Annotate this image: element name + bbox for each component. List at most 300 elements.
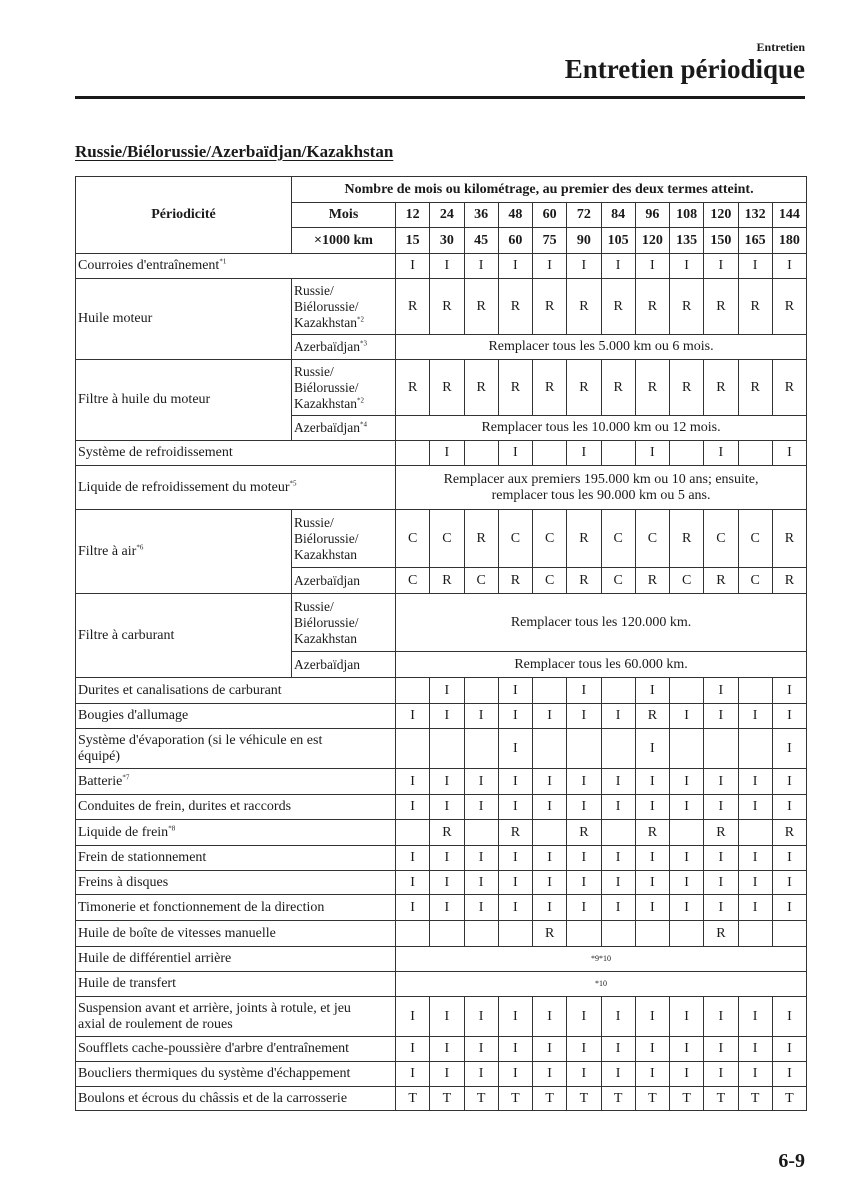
- months-label: [292, 203, 396, 228]
- filtre_huile-cell: [772, 360, 806, 416]
- suspension-cell: [464, 997, 498, 1037]
- filtre_air-cell: [601, 510, 635, 568]
- filtre_huile-cell-text: R: [716, 379, 726, 395]
- km-header: [567, 228, 601, 254]
- item-name: [76, 820, 396, 846]
- footnote-marker: *7: [122, 772, 130, 781]
- freins_disques-cell-text: I: [615, 874, 621, 890]
- page-number: 6-9: [778, 1150, 805, 1172]
- freins_disques-cell: [601, 871, 635, 895]
- suspension-cell: [601, 997, 635, 1037]
- filtre_air_az-cell-text: C: [544, 572, 555, 588]
- frein_stationnement-cell: [738, 846, 772, 871]
- filtre_air_az-cell: [772, 568, 806, 594]
- km-header-text: 45: [474, 232, 489, 248]
- evaporation-cell-text: I: [513, 740, 518, 756]
- suspension-cell: [533, 997, 567, 1037]
- cell-line: Russie/: [294, 598, 334, 614]
- bougies-cell: [704, 704, 738, 729]
- huile_moteur-cell-text: R: [613, 298, 623, 314]
- row-liquide_frein: [76, 820, 807, 846]
- soufflets-cell: [635, 1037, 669, 1062]
- soufflets-cell: [533, 1037, 567, 1062]
- item-name-text: Soufflets cache-poussière d'arbre d'entraînement: [78, 1041, 350, 1056]
- evaporation-cell: [567, 729, 601, 769]
- suspension-cell-text: I: [513, 1008, 518, 1024]
- soufflets-cell: [464, 1037, 498, 1062]
- bougies-cell: [601, 704, 635, 729]
- interval-text-text: Remplacer tous les 5.000 km ou 6 mois.: [488, 339, 714, 354]
- conduites_frein-cell: [567, 795, 601, 820]
- huile_moteur-cell: [635, 279, 669, 335]
- filtre_air_az-cell: [704, 568, 738, 594]
- refroidissement-cell: [670, 441, 704, 466]
- month-header: [738, 203, 772, 228]
- frein_stationnement-cell-text: I: [718, 850, 724, 865]
- boite_manuelle-cell: [601, 921, 635, 947]
- sub-region-azerbaidjan-text: Azerbaïdjan: [294, 572, 360, 588]
- filtre_huile-cell: [396, 360, 430, 416]
- soufflets-cell-text: I: [684, 1041, 689, 1056]
- item-name-text: Boucliers thermiques du système d'échappement: [78, 1066, 351, 1081]
- boucliers-cell-text: I: [547, 1066, 552, 1081]
- durites_carburant-cell: [396, 678, 430, 704]
- soufflets-cell-text: I: [478, 1041, 484, 1056]
- boucliers-cell: [670, 1062, 704, 1087]
- conduites_frein-cell: [738, 795, 772, 820]
- suspension-cell: [772, 997, 806, 1037]
- refroidissement-cell-text: I: [650, 445, 655, 460]
- liquide_frein-cell: [430, 820, 464, 846]
- bougies-cell: [738, 704, 772, 729]
- footnote-marker: *5: [289, 478, 297, 487]
- huile_moteur-cell-text: R: [442, 298, 452, 314]
- sub-region-azerbaidjan-text: Azerbaïdjan: [294, 339, 360, 354]
- batterie-cell: [498, 769, 532, 795]
- item-name: [76, 921, 396, 947]
- item-name-text: Durites et canalisations de carburant: [78, 682, 282, 698]
- filtre_air_az-cell-text: C: [476, 572, 486, 588]
- courroies-cell: [601, 254, 635, 279]
- liquide_frein-cell: [670, 820, 704, 846]
- direction-cell: [738, 895, 772, 921]
- batterie-cell-text: I: [478, 773, 484, 789]
- conduites_frein-cell: [635, 795, 669, 820]
- batterie-cell-text: I: [787, 773, 792, 789]
- month-header-text: 72: [576, 207, 591, 222]
- soufflets-cell-text: I: [581, 1041, 587, 1056]
- row-boite_manuelle: [76, 921, 807, 947]
- courroies-cell: [635, 254, 669, 279]
- durites_carburant-cell: [430, 678, 464, 704]
- filtre_huile-cell-text: R: [750, 379, 760, 395]
- row-direction: [76, 895, 807, 921]
- batterie-cell-text: I: [444, 773, 450, 789]
- boucliers-cell: [704, 1062, 738, 1087]
- frein_stationnement-cell-text: I: [444, 850, 450, 865]
- bougies-cell-text: R: [647, 708, 658, 723]
- row-filtre-air: [76, 510, 807, 568]
- refroidissement-cell: [533, 441, 567, 466]
- item-name-text: Huile moteur: [78, 311, 153, 326]
- bougies-cell: [498, 704, 532, 729]
- filtre_air-cell: [704, 510, 738, 568]
- filtre_huile-cell: [704, 360, 738, 416]
- header-divider: [75, 96, 805, 99]
- refroidissement-cell: [738, 441, 772, 466]
- suspension-cell: [430, 997, 464, 1037]
- sub-region-russie: [292, 279, 396, 335]
- month-header: [498, 203, 532, 228]
- filtre_air_az-cell-text: C: [681, 572, 692, 588]
- filtre_air_az-cell: [498, 568, 532, 594]
- filtre_huile-cell-text: R: [647, 379, 658, 395]
- filtre_air-cell: [670, 510, 704, 568]
- month-header-text: 120: [710, 207, 732, 222]
- courroies-cell: [464, 254, 498, 279]
- courroies-cell: [704, 254, 738, 279]
- liquide_frein-cell: [635, 820, 669, 846]
- filtre_air_az-cell-text: R: [510, 572, 521, 588]
- durites_carburant-cell-text: I: [650, 682, 655, 698]
- evaporation-cell: [635, 729, 669, 769]
- frein_stationnement-cell: [635, 846, 669, 871]
- direction-cell-text: I: [410, 899, 415, 915]
- row-courroies: [76, 254, 807, 279]
- huile_moteur-cell-text: R: [579, 298, 589, 314]
- boucliers-cell-text: I: [444, 1066, 450, 1081]
- interval-text-text: Remplacer tous les 60.000 km.: [514, 656, 688, 672]
- interval-label-text: Nombre de mois ou kilométrage, au premier des deux termes atteint.: [344, 181, 754, 197]
- interval-text: [396, 594, 807, 652]
- conduites_frein-cell-text: I: [787, 799, 792, 814]
- boulons-cell: [738, 1087, 772, 1111]
- month-header: [396, 203, 430, 228]
- refroidissement-cell: [464, 441, 498, 466]
- conduites_frein-cell: [396, 795, 430, 820]
- refroidissement-cell-text: I: [787, 445, 792, 460]
- sub-region-azerbaidjan: [292, 416, 396, 441]
- month-header: [772, 203, 806, 228]
- batterie-cell-text: I: [547, 773, 552, 789]
- refroidissement-cell-text: I: [581, 445, 587, 460]
- row-differentiel: [76, 947, 807, 972]
- boite_manuelle-cell: [635, 921, 669, 947]
- filtre_huile-cell: [601, 360, 635, 416]
- huile_moteur-cell-text: R: [784, 298, 795, 314]
- refroidissement-cell: [772, 441, 806, 466]
- evaporation-cell: [601, 729, 635, 769]
- direction-cell: [772, 895, 806, 921]
- batterie-cell: [567, 769, 601, 795]
- km-header-text: 60: [508, 232, 523, 248]
- suspension-cell: [498, 997, 532, 1037]
- filtre_huile-cell-text: R: [442, 379, 452, 395]
- row-bougies: [76, 704, 807, 729]
- direction-cell-text: I: [444, 899, 450, 915]
- boulons-cell: [601, 1087, 635, 1111]
- boucliers-cell-text: I: [478, 1066, 484, 1081]
- item-name: [76, 947, 396, 972]
- frein_stationnement-cell: [704, 846, 738, 871]
- filtre_air-cell-text: R: [681, 530, 692, 546]
- item-name-text: Filtre à carburant: [78, 627, 175, 643]
- filtre_air-cell: [396, 510, 430, 568]
- cell-line: Kazakhstan: [294, 314, 357, 330]
- sub-region-azerbaidjan: [292, 652, 396, 678]
- month-header-text: 84: [611, 207, 626, 222]
- row-evaporation: [76, 729, 807, 769]
- conduites_frein-cell-text: I: [547, 799, 552, 814]
- footnote-text-text: *10: [595, 979, 608, 988]
- sub-region-azerbaidjan: [292, 568, 396, 594]
- filtre_huile-cell-text: R: [681, 379, 692, 395]
- liquide_frein-cell: [738, 820, 772, 846]
- boucliers-cell-text: I: [615, 1066, 621, 1081]
- batterie-cell: [464, 769, 498, 795]
- filtre_air_az-cell-text: C: [407, 572, 418, 588]
- km-label-text: ×1000 km: [314, 232, 373, 248]
- section-label: Entretien: [756, 40, 805, 54]
- batterie-cell: [601, 769, 635, 795]
- frein_stationnement-cell-text: I: [547, 850, 552, 865]
- liquide_frein-cell-text: R: [716, 824, 726, 840]
- boulons-cell: [670, 1087, 704, 1111]
- suspension-cell-text: I: [547, 1008, 552, 1024]
- boucliers-cell: [635, 1062, 669, 1087]
- huile_moteur-cell-text: R: [544, 298, 555, 314]
- month-header: [533, 203, 567, 228]
- filtre_air_az-cell-text: R: [647, 572, 658, 588]
- evaporation-cell: [533, 729, 567, 769]
- batterie-cell: [396, 769, 430, 795]
- item-name: [76, 729, 396, 769]
- filtre_huile-cell: [670, 360, 704, 416]
- refroidissement-cell: [567, 441, 601, 466]
- footnote-marker: *6: [136, 542, 144, 551]
- freins_disques-cell-text: I: [581, 874, 587, 890]
- freins_disques-cell-text: I: [444, 874, 450, 890]
- footnote-marker: *3: [359, 339, 367, 348]
- cell-line: Biélorussie/: [294, 379, 359, 395]
- frein_stationnement-cell-text: I: [513, 850, 518, 865]
- km-header: [498, 228, 532, 254]
- months-label-text: Mois: [328, 207, 359, 222]
- soufflets-cell: [601, 1037, 635, 1062]
- courroies-cell-text: I: [547, 258, 552, 273]
- boucliers-cell: [396, 1062, 430, 1087]
- km-header: [670, 228, 704, 254]
- direction-cell-text: I: [547, 899, 552, 915]
- liquide_frein-cell: [464, 820, 498, 846]
- boulons-cell-text: T: [476, 1090, 486, 1106]
- soufflets-cell: [396, 1037, 430, 1062]
- suspension-cell-text: I: [478, 1008, 484, 1024]
- liquide_frein-cell: [772, 820, 806, 846]
- page-title: Entretien périodique: [564, 54, 805, 84]
- conduites_frein-cell: [498, 795, 532, 820]
- boite_manuelle-cell: [772, 921, 806, 947]
- cell-line: Système d'évaporation (si le véhicule en est: [78, 732, 323, 748]
- direction-cell-text: I: [513, 899, 518, 915]
- huile_moteur-cell-text: R: [510, 298, 521, 314]
- boulons-cell-text: T: [579, 1090, 589, 1106]
- durites_carburant-cell-text: I: [513, 682, 518, 698]
- boite_manuelle-cell: [533, 921, 567, 947]
- freins_disques-cell: [567, 871, 601, 895]
- suspension-cell-text: I: [444, 1008, 450, 1024]
- region-heading: Russie/Biélorussie/Azerbaïdjan/Kazakhstan: [75, 142, 394, 161]
- boulons-cell: [430, 1087, 464, 1111]
- item-name: [76, 972, 396, 997]
- boucliers-cell-text: I: [650, 1066, 655, 1081]
- direction-cell: [567, 895, 601, 921]
- month-header: [567, 203, 601, 228]
- suspension-cell: [670, 997, 704, 1037]
- direction-cell-text: I: [684, 899, 689, 915]
- month-header-text: 132: [744, 207, 766, 222]
- soufflets-cell: [430, 1037, 464, 1062]
- boite_manuelle-cell: [704, 921, 738, 947]
- cell-line: Kazakhstan: [294, 395, 357, 411]
- bougies-cell: [430, 704, 464, 729]
- bougies-cell: [635, 704, 669, 729]
- filtre_huile-cell: [430, 360, 464, 416]
- frein_stationnement-cell: [772, 846, 806, 871]
- courroies-cell-text: I: [787, 258, 792, 273]
- frein_stationnement-cell-text: I: [478, 850, 484, 865]
- filtre_air_az-cell: [601, 568, 635, 594]
- bougies-cell-text: I: [684, 708, 689, 723]
- interval-text-text: Remplacer tous les 120.000 km.: [510, 614, 692, 630]
- filtre_air_az-cell: [464, 568, 498, 594]
- filtre_air-cell: [738, 510, 772, 568]
- conduites_frein-cell: [601, 795, 635, 820]
- boucliers-cell: [567, 1062, 601, 1087]
- conduites_frein-cell-text: I: [478, 799, 484, 814]
- item-name: [76, 441, 396, 466]
- bougies-cell: [567, 704, 601, 729]
- liquide_frein-cell: [704, 820, 738, 846]
- filtre_huile-cell-text: R: [510, 379, 521, 395]
- direction-cell-text: I: [478, 899, 484, 915]
- frein_stationnement-cell: [567, 846, 601, 871]
- courroies-cell: [396, 254, 430, 279]
- item-name-text: Batterie: [78, 773, 123, 789]
- suspension-cell-text: I: [410, 1008, 415, 1024]
- filtre_air-cell: [498, 510, 532, 568]
- direction-cell-text: I: [787, 899, 792, 915]
- huile_moteur-cell-text: R: [750, 298, 760, 314]
- durites_carburant-cell: [498, 678, 532, 704]
- sub-region-russie: [292, 594, 396, 652]
- direction-cell: [533, 895, 567, 921]
- filtre_air_az-cell-text: R: [442, 572, 452, 588]
- km-header: [635, 228, 669, 254]
- item-name: [76, 871, 396, 895]
- evaporation-cell: [464, 729, 498, 769]
- item-name: [76, 466, 396, 510]
- row-boulons: [76, 1087, 807, 1111]
- batterie-cell: [670, 769, 704, 795]
- conduites_frein-cell-text: I: [752, 799, 758, 814]
- filtre_air_az-cell: [635, 568, 669, 594]
- suspension-cell-text: I: [752, 1008, 758, 1024]
- frein_stationnement-cell: [396, 846, 430, 871]
- footnote-marker: *2: [356, 396, 364, 404]
- direction-cell-text: I: [581, 899, 587, 915]
- km-header-text: 135: [676, 232, 698, 248]
- huile_moteur-cell-text: R: [476, 298, 486, 314]
- row-liquide-refroidissement: [76, 466, 807, 510]
- cell-line: axial de roulement de roues: [78, 1016, 233, 1032]
- cell-line: Biélorussie/: [294, 298, 359, 314]
- km-header-text: 105: [607, 232, 629, 248]
- boucliers-cell: [533, 1062, 567, 1087]
- durites_carburant-cell-text: I: [787, 682, 792, 698]
- item-name: [76, 254, 396, 279]
- frein_stationnement-cell: [670, 846, 704, 871]
- row-soufflets: [76, 1037, 807, 1062]
- liquide_frein-cell-text: R: [784, 824, 795, 840]
- courroies-cell: [567, 254, 601, 279]
- item-name: [76, 895, 396, 921]
- liquide_frein-cell-text: R: [647, 824, 658, 840]
- huile_moteur-cell: [396, 279, 430, 335]
- huile_moteur-cell-text: R: [407, 298, 418, 314]
- refroidissement-cell-text: I: [513, 445, 518, 460]
- item-name: [76, 678, 396, 704]
- boulons-cell-text: T: [682, 1090, 691, 1106]
- boucliers-cell-text: I: [752, 1066, 758, 1081]
- row-suspension: [76, 997, 807, 1037]
- cell-line: Russie/: [294, 282, 334, 298]
- batterie-cell: [738, 769, 772, 795]
- frein_stationnement-cell-text: I: [684, 850, 689, 865]
- huile_moteur-cell: [498, 279, 532, 335]
- liquide_frein-cell: [498, 820, 532, 846]
- bougies-cell-text: I: [615, 708, 621, 723]
- courroies-cell-text: I: [650, 258, 655, 273]
- month-header: [670, 203, 704, 228]
- item-name-text: Boulons et écrous du châssis et de la carrosserie: [78, 1090, 348, 1106]
- durites_carburant-cell: [704, 678, 738, 704]
- header-row-1: [76, 177, 807, 203]
- batterie-cell-text: I: [513, 773, 518, 789]
- refroidissement-cell-text: I: [718, 445, 724, 460]
- suspension-cell-text: I: [650, 1008, 655, 1024]
- boucliers-cell: [601, 1062, 635, 1087]
- item-name-text: Filtre à huile du moteur: [78, 392, 211, 407]
- month-header-text: 48: [508, 207, 523, 222]
- month-header-text: 144: [778, 207, 800, 222]
- km-header: [464, 228, 498, 254]
- durites_carburant-cell: [738, 678, 772, 704]
- suspension-cell: [567, 997, 601, 1037]
- durites_carburant-cell-text: I: [444, 682, 450, 698]
- filtre_air_az-cell-text: R: [579, 572, 589, 588]
- sub-region-azerbaidjan: [292, 335, 396, 360]
- boite_manuelle-cell: [738, 921, 772, 947]
- km-header: [533, 228, 567, 254]
- freins_disques-cell: [464, 871, 498, 895]
- direction-cell: [430, 895, 464, 921]
- month-header: [704, 203, 738, 228]
- row-durites_carburant: [76, 678, 807, 704]
- boulons-cell: [772, 1087, 806, 1111]
- direction-cell-text: I: [650, 899, 655, 915]
- evaporation-cell: [670, 729, 704, 769]
